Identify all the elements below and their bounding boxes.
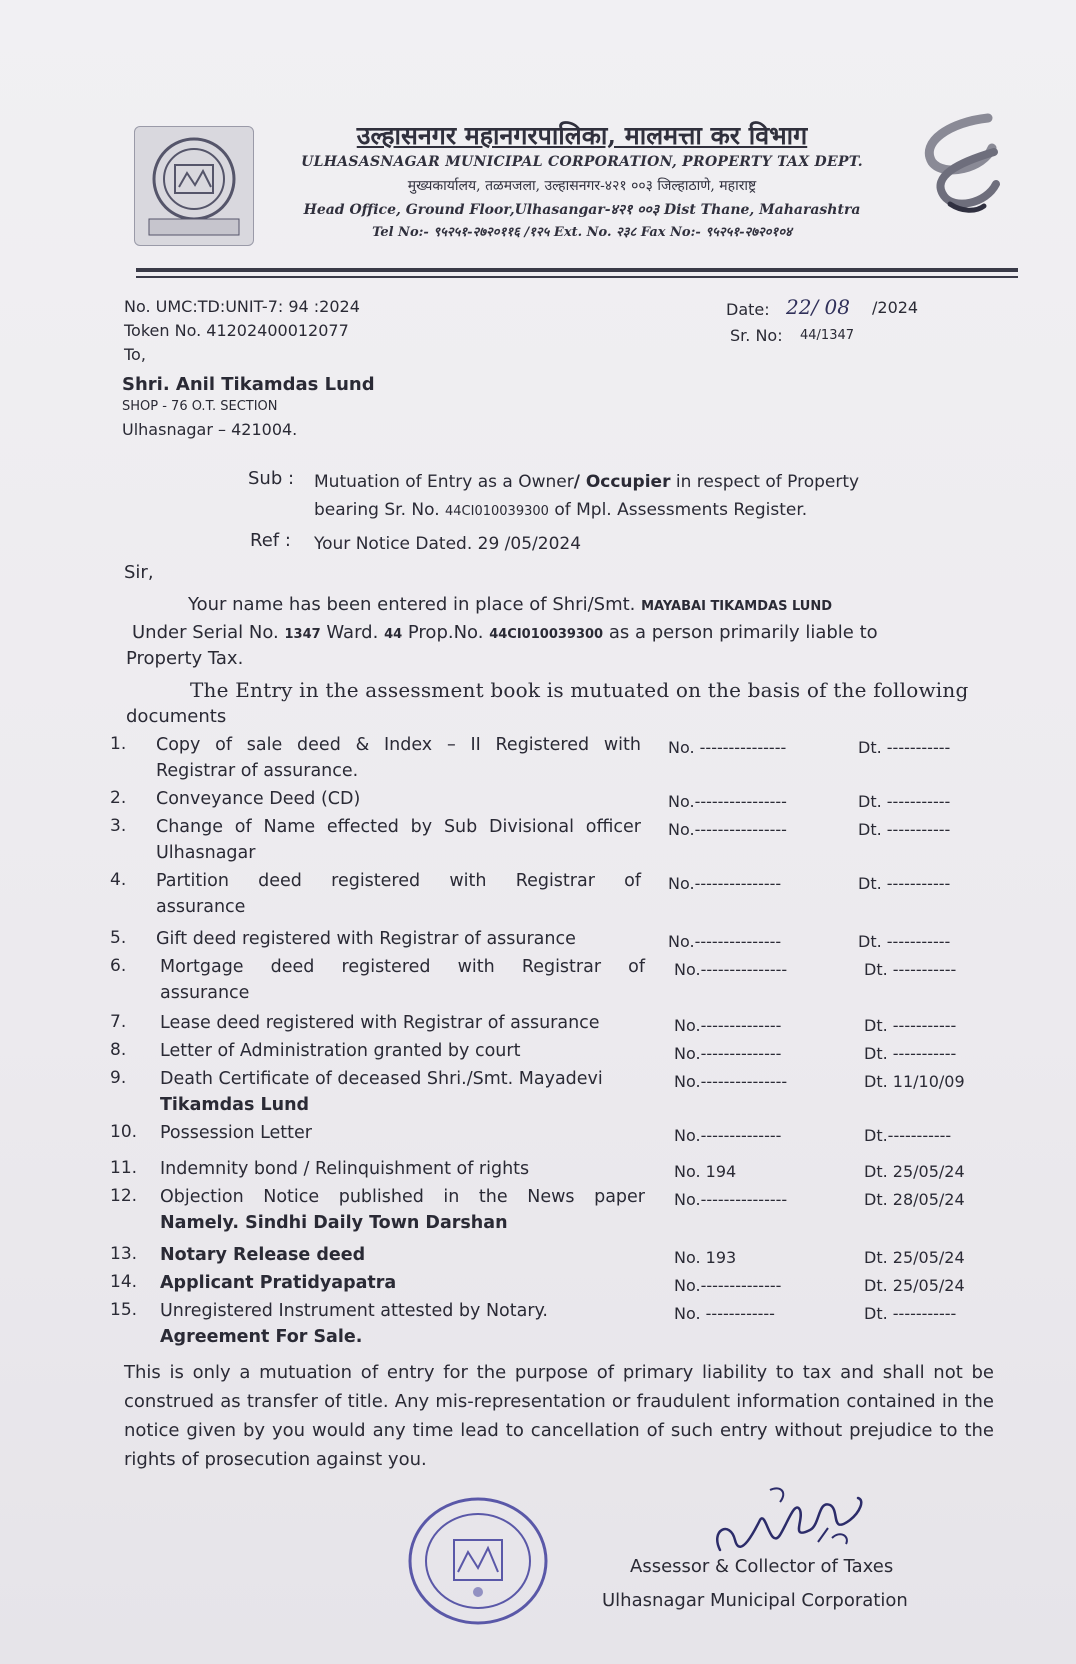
reference-text: Your Notice Dated. 29 /05/2024 <box>314 534 582 554</box>
document-item-line1: Death Certificate of deceased Shri./Smt. Mayadevi <box>160 1069 603 1089</box>
signatory-title: Assessor & Collector of Taxes <box>630 1556 894 1577</box>
header-contact: Tel No:- ९५२५१-२७२०११६ /१२५ Ext. No. २३८ Fax No:- ९५२५१-२७२०१०४ <box>372 225 792 240</box>
header-address-english: Head Office, Ground Floor,Ulhasangar-४२१ ००३ Dist Thane, Maharashtra <box>303 202 861 218</box>
document-item-line1: Copy of sale deed & Index – II Registered with <box>156 735 641 755</box>
document-item-number-field: No. 193 <box>674 1248 737 1267</box>
document-item-line1: Mortgage deed registered with Registrar of <box>160 957 645 977</box>
document-item-number-field: No.--------------- <box>668 874 782 893</box>
document-item-text <box>160 954 645 1006</box>
document-item-number-field: No.---------------- <box>668 792 787 811</box>
addressee-name: Shri. Anil Tikamdas Lund <box>122 374 375 395</box>
document-item-number: 12. <box>110 1186 138 1206</box>
document-item-number-field: No.-------------- <box>674 1044 782 1063</box>
document-item-number-field: No.--------------- <box>674 1072 788 1091</box>
document-item-date-field: Dt. ----------- <box>864 1016 957 1035</box>
addressee-address-line2: Ulhasnagar – 421004. <box>122 420 298 439</box>
department-logo <box>910 112 1010 230</box>
document-item-date-field: Dt. ----------- <box>858 874 951 893</box>
date-label: Date: <box>726 300 770 319</box>
reference-label: Ref : <box>250 530 291 551</box>
document-item-number-field: No.---------------- <box>668 820 787 839</box>
to-label: To, <box>124 345 146 364</box>
document-item-text <box>160 1270 645 1296</box>
reference-number: No. UMC:TD:UNIT-7: 94 :2024 <box>124 297 360 316</box>
document-item-line2: Registrar of assurance. <box>156 761 359 781</box>
document-item-line1: Notary Release deed <box>160 1245 366 1265</box>
document-item-text <box>156 868 641 920</box>
document-item-number: 8. <box>110 1040 127 1060</box>
document-item-line2: assurance <box>160 983 250 1003</box>
document-item-date-field: Dt. ----------- <box>858 932 951 951</box>
subject-line2: bearing Sr. No. 44CI010039300 of Mpl. Assessments Register. <box>314 500 808 520</box>
document-item-date-field: Dt. ----------- <box>858 792 951 811</box>
serial-label: Sr. No: <box>730 326 783 345</box>
document-item-number-field: No.--------------- <box>674 1190 788 1209</box>
document-item-line2: Tikamdas Lund <box>160 1095 310 1115</box>
document-item-date-field: Dt. ----------- <box>864 960 957 979</box>
subject-line1: Mutuation of Entry as a Owner/ Occupier in respect of Property <box>314 472 860 492</box>
document-item-date-field: Dt. ----------- <box>858 738 951 757</box>
document-item-number: 2. <box>110 788 127 808</box>
document-item-line1: Indemnity bond / Relinquishment of rights <box>160 1159 530 1179</box>
document-item-text <box>160 1298 645 1350</box>
header-name-english: ULHASASNAGAR MUNICIPAL CORPORATION, PROPERTY TAX DEPT. <box>301 154 863 170</box>
document-item-text <box>160 1120 645 1146</box>
document-item-text <box>156 732 641 784</box>
document-item-line1: Gift deed registered with Registrar of assurance <box>156 929 576 949</box>
document-item-number: 3. <box>110 816 127 836</box>
document-item-number-field: No.--------------- <box>668 932 782 951</box>
document-item-line1: Conveyance Deed (CD) <box>156 789 361 809</box>
document-item-line1: Change of Name effected by Sub Divisional officer <box>156 817 641 837</box>
corporation-seal <box>134 126 254 246</box>
document-item-date-field: Dt. ----------- <box>864 1044 957 1063</box>
document-item-number: 4. <box>110 870 127 890</box>
body-line4: The Entry in the assessment book is mutuated on the basis of the following <box>190 678 969 702</box>
document-item-date-field: Dt.----------- <box>864 1126 952 1145</box>
document-item-date-field: Dt. 25/05/24 <box>864 1162 965 1181</box>
document-item-number-field: No. 194 <box>674 1162 737 1181</box>
date-handwritten: 22/ 08 <box>786 295 850 319</box>
body-line5: documents <box>126 706 227 727</box>
document-item-line1: Letter of Administration granted by court <box>160 1041 521 1061</box>
body-line1: Your name has been entered in place of Shri/Smt. MAYABAI TIKAMDAS LUND <box>188 594 833 615</box>
document-item-line2: Agreement For Sale. <box>160 1327 363 1347</box>
document-item-number-field: No.-------------- <box>674 1276 782 1295</box>
document-item-line1: Lease deed registered with Registrar of assurance <box>160 1013 600 1033</box>
document-item-text <box>160 1010 645 1036</box>
date-year: /2024 <box>872 298 919 317</box>
header-name-hindi: उल्हासनगर महानगरपालिका, मालमत्ता कर विभाग <box>356 121 808 150</box>
document-item-number: 6. <box>110 956 127 976</box>
document-item-number: 5. <box>110 928 127 948</box>
document-item-line1: Objection Notice published in the News paper <box>160 1187 645 1207</box>
header-divider-thin <box>136 276 1018 278</box>
document-item-number: 7. <box>110 1012 127 1032</box>
document-item-text <box>156 814 641 866</box>
header-address-hindi: मुख्यकार्यालय, तळमजला, उल्हासनगर-४२१ ००३ जिल्हाठाणे, महाराष्ट्र <box>407 178 757 194</box>
document-item-number-field: No.-------------- <box>674 1016 782 1035</box>
document-item-number-field: No. --------------- <box>668 738 787 757</box>
document-item-line2: assurance <box>156 897 246 917</box>
document-item-date-field: Dt. ----------- <box>858 820 951 839</box>
document-item-line1: Applicant Pratidyapatra <box>160 1273 397 1293</box>
document-item-text <box>160 1184 645 1236</box>
body-line3: Property Tax. <box>126 648 244 669</box>
document-item-line1: Partition deed registered with Registrar of <box>156 871 641 891</box>
document-item-number: 13. <box>110 1244 138 1264</box>
header-divider <box>136 268 1018 272</box>
closing-paragraph: This is only a mutuation of entry for the purpose of primary liability to tax and shall not be construed as transfer of title. Any mis-representation or fraudulent information contained in the notice given by you would any time lead to cancellation of such entry without prejudice to the rights of prosecution against you. <box>124 1362 994 1470</box>
signatory-organization: Ulhasnagar Municipal Corporation <box>602 1590 908 1611</box>
token-number: Token No. 41202400012077 <box>124 321 349 340</box>
addressee-address-line1: SHOP - 76 O.T. SECTION <box>122 399 278 414</box>
subject-label: Sub : <box>248 468 295 489</box>
document-item-line2: Namely. Sindhi Daily Town Darshan <box>160 1213 508 1233</box>
document-item-line2: Ulhasnagar <box>156 843 256 863</box>
document-item-text <box>160 1156 645 1182</box>
document-item-date-field: Dt. 25/05/24 <box>864 1248 965 1267</box>
document-item-text <box>160 1242 645 1268</box>
document-item-number: 9. <box>110 1068 127 1088</box>
document-item-text <box>160 1038 645 1064</box>
serial-value: 44/1347 <box>800 328 855 343</box>
document-item-date-field: Dt. 28/05/24 <box>864 1190 965 1209</box>
salutation: Sir, <box>124 562 154 583</box>
body-line2: Under Serial No. 1347 Ward. 44 Prop.No. 44CI010039300 as a person primarily liable to <box>132 622 878 643</box>
document-item-date-field: Dt. ----------- <box>864 1304 957 1323</box>
document-item-date-field: Dt. 25/05/24 <box>864 1276 965 1295</box>
document-item-text <box>156 926 641 952</box>
document-item-number-field: No. ------------ <box>674 1304 775 1323</box>
document-item-number: 14. <box>110 1272 138 1292</box>
document-item-number: 1. <box>110 734 127 754</box>
document-item-line1: Unregistered Instrument attested by Notary. <box>160 1301 548 1321</box>
official-stamp <box>404 1492 552 1630</box>
document-item-number-field: No.--------------- <box>674 960 788 979</box>
document-item-number: 15. <box>110 1300 138 1320</box>
document-item-number: 11. <box>110 1158 138 1178</box>
document-item-date-field: Dt. 11/10/09 <box>864 1072 965 1091</box>
document-item-text <box>156 786 641 812</box>
document-item-number: 10. <box>110 1122 138 1142</box>
document-item-number-field: No.-------------- <box>674 1126 782 1145</box>
document-item-text <box>160 1066 645 1118</box>
document-item-line1: Possession Letter <box>160 1123 312 1143</box>
